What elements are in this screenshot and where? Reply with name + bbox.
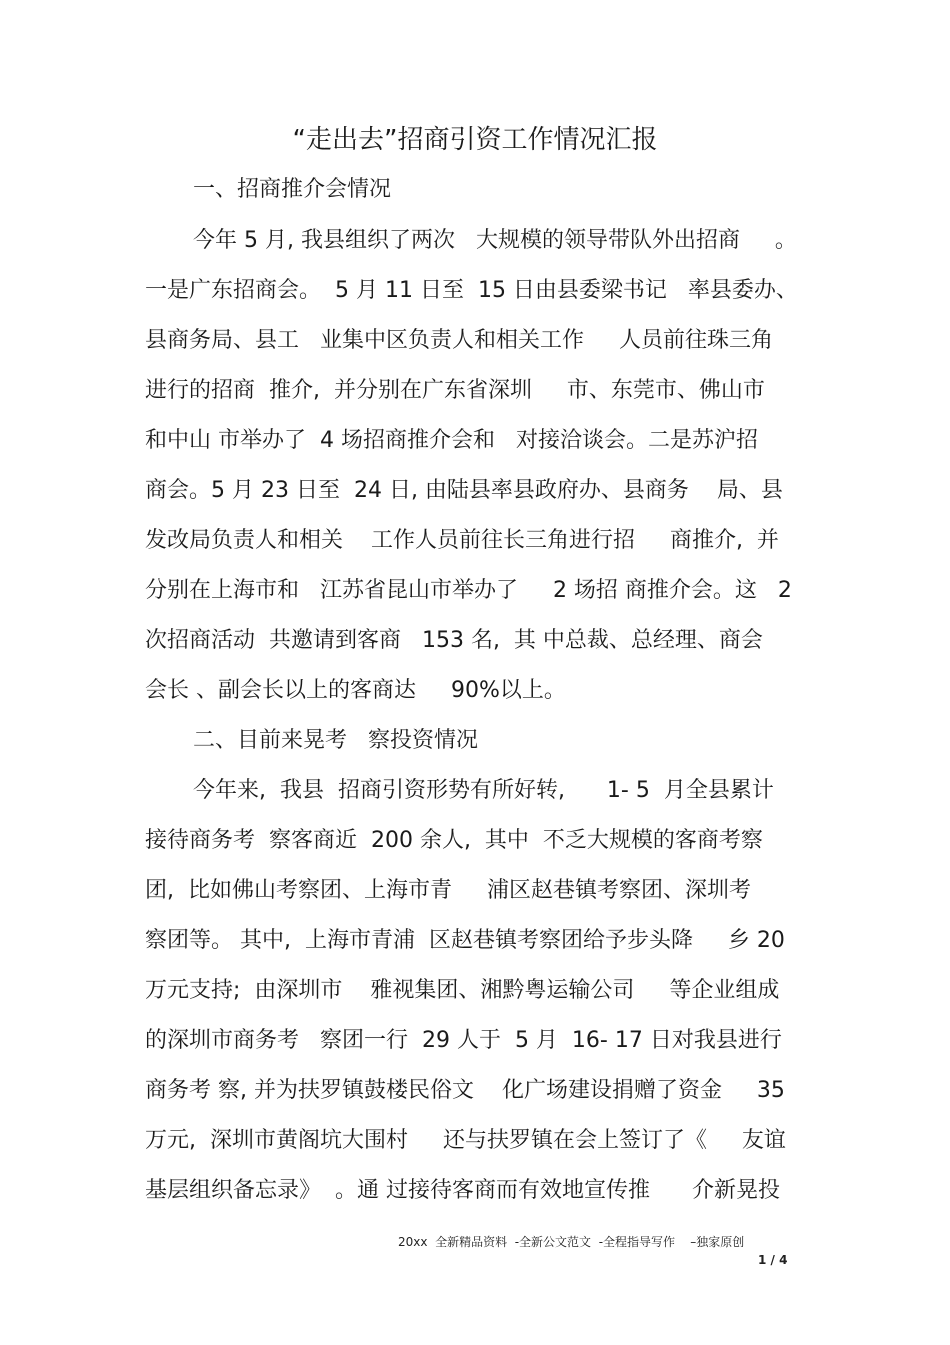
- paragraph-line: 今年 5 月, 我县组织了两次 大规模的领导带队外出招商 。: [193, 228, 797, 253]
- paragraph-line: 进行的招商 推介, 并分别在广东省深圳 市、东莞市、佛山市: [145, 378, 765, 403]
- paragraph-line: 商会。5 月 23 日至 24 日, 由陆县率县政府办、县商务 局、县: [145, 478, 783, 503]
- paragraph-line: 发改局负责人和相关 工作人员前往长三角进行招 商推介, 并: [145, 528, 779, 553]
- paragraph-line: 万元, 深圳市黄阁坑大围村 还与扶罗镇在会上签订了《 友谊: [145, 1128, 786, 1153]
- paragraph-line: 的深圳市商务考 察团一行 29 人于 5 月 16- 17 日对我县进行: [145, 1028, 782, 1053]
- paragraph-line: 察团等。 其中, 上海市青浦 区赵巷镇考察团给予步头降 乡 20: [145, 928, 785, 953]
- footer-note: 20xx 全新精品资料 -全新公文范文 -全程指导写作 –独家原创: [398, 1235, 745, 1249]
- paragraph-line: 基层组织备忘录》 。通 过接待客商而有效地宣传推 介新晃投: [145, 1178, 780, 1203]
- paragraph-line: 接待商务考 察客商近 200 余人, 其中 不乏大规模的客商考察: [145, 828, 763, 853]
- page-title: “走出去”招商引资工作情况汇报: [292, 125, 658, 155]
- paragraph-line: 团, 比如佛山考察团、上海市青 浦区赵巷镇考察团、深圳考: [145, 878, 751, 903]
- section-heading-2: 二、目前来晃考 察投资情况: [193, 728, 478, 753]
- paragraph-line: 万元支持; 由深圳市 雅视集团、湘黔粤运输公司 等企业组成: [145, 978, 780, 1003]
- paragraph-line: 商务考 察, 并为扶罗镇鼓楼民俗文 化广场建设捐赠了资金 35: [145, 1078, 785, 1103]
- page-number: 1 / 4: [758, 1253, 788, 1267]
- paragraph-line: 会长 、副会长以上的客商达 90%以上。: [145, 678, 566, 703]
- paragraph-line: 和中山 市举办了 4 场招商推介会和 对接洽谈会。二是苏沪招: [145, 428, 758, 453]
- paragraph-line: 分别在上海市和 江苏省昆山市举办了 2 场招 商推介会。这 2: [145, 578, 792, 603]
- paragraph-line: 一是广东招商会。 5 月 11 日至 15 日由县委梁书记 率县委办、: [145, 278, 798, 303]
- paragraph-line: 今年来, 我县 招商引资形势有所好转, 1- 5 月全县累计: [193, 778, 774, 803]
- paragraph-line: 县商务局、县工 业集中区负责人和相关工作 人员前往珠三角: [145, 328, 773, 353]
- paragraph-line: 次招商活动 共邀请到客商 153 名, 其 中总裁、总经理、商会: [145, 628, 763, 653]
- section-heading-1: 一、招商推介会情况: [193, 177, 392, 202]
